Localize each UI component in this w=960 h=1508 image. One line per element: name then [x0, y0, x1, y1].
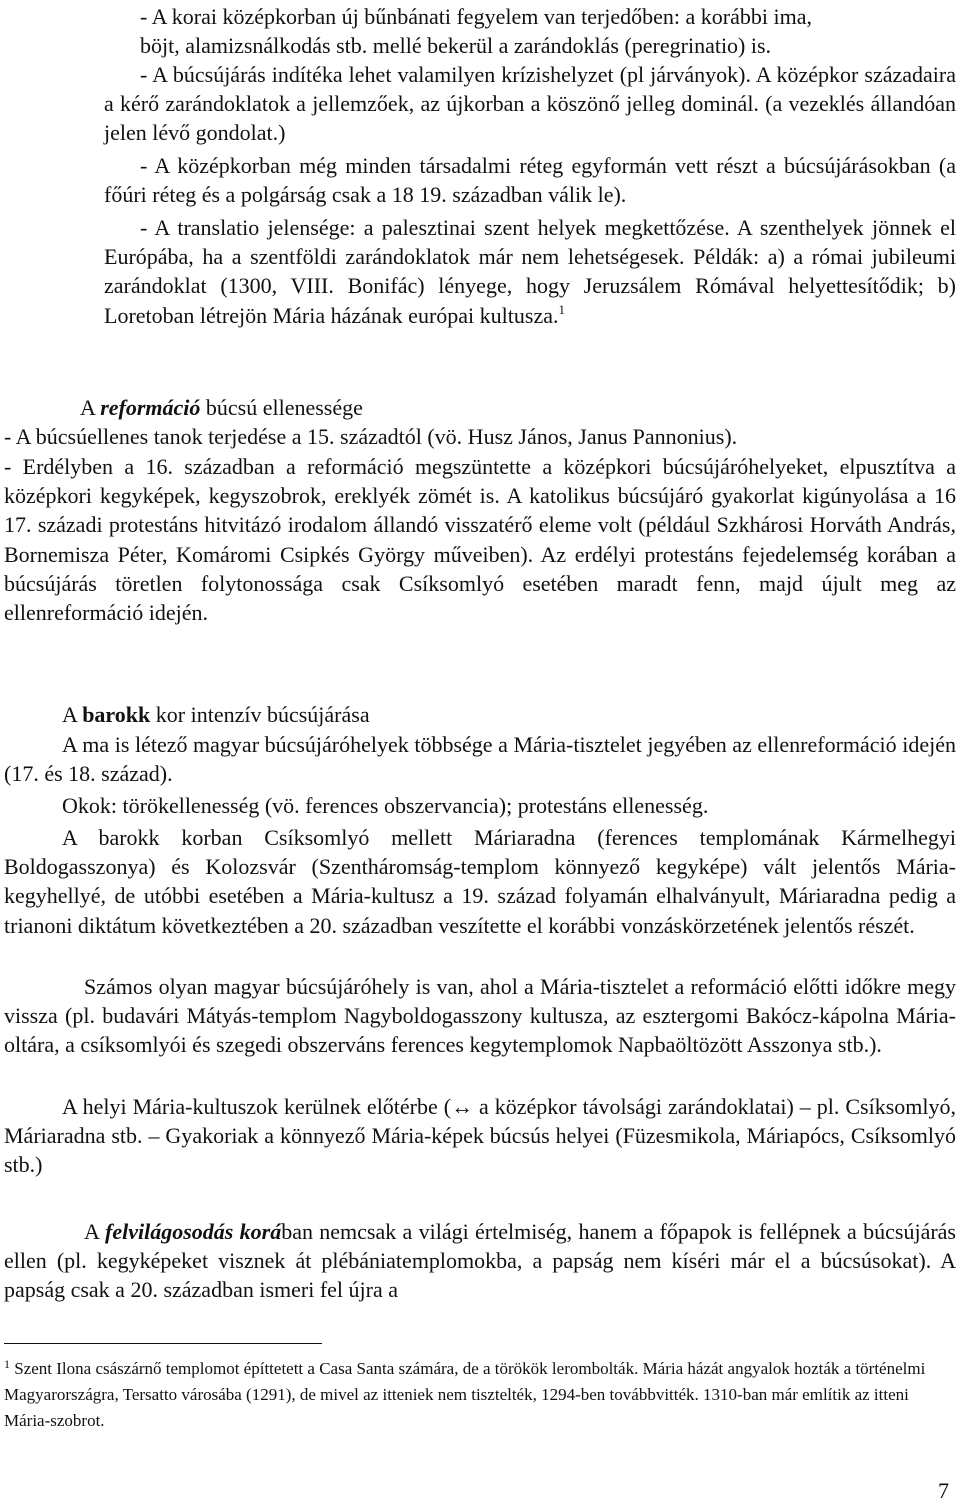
footnote-number: 1	[4, 1357, 10, 1371]
paragraph-crisis: - A búcsújárás indítéka lehet valamilyen krízishelyzet (pl járványok). A középkor századaira a kérő zarándoklatok a jellemzőek, az újkorban a köszönő jelleg dominál. (a vezeklés állandóan jelen lévő gondolat.)	[104, 62, 956, 146]
paragraph-transylvania: - Erdélyben a 16. században a reformáció megszüntette a középkori búcsújáróhelyeket, elpusztítva a középkori kegyképek, kegyszobrok, ereklyék zömét is. A katolikus búcsújáró gyakorlat kigúnyolása a 16 17. századi protestáns hitvitázó irodalom állandó visszatérő eleme volt (például Szkhárosi Horváth András, Bornemisza Péter, Komáromi Csipkés György műveiben). Az erdélyi protestáns fejedelemség korában a búcsújárás töretlen folytonossága csak Csíksomlyó esetében maradt fenn, majd újult meg az ellenreformáció idején.	[4, 454, 956, 626]
heading-emphasis: reformáció	[100, 395, 201, 420]
heading-baroque: A barokk kor intenzív búcsújárása	[62, 702, 370, 727]
paragraph-csiksomlyo: A barokk korban Csíksomlyó mellett Máriaradna (ferences templomának Kármelhegyi Boldogasszonya) és Kolozsvár (Szentháromság-templom könnyező kegyképe) vált jelentős Mária-kegyhellyé, de utóbbi esetében a Mária-kultusz a 19. század folyamán elhalványult, Máriaradna pedig a trianoni diktátum következtében a 20. században veszítette el korábbi vonzáskörzetének jelentős részét.	[4, 825, 956, 938]
text-line: - A búcsúellenes tanok terjedése a 15. századtól (vö. Husz János, Janus Pannonius).	[4, 424, 738, 449]
heading-reformation: A reformáció búcsú ellenessége	[80, 395, 363, 420]
text-line: - A korai középkorban új bűnbánati fegyelem van terjedőben: a korábbi ima,	[140, 4, 812, 29]
paragraph-local: A helyi Mária-kultuszok kerülnek előtérbe (↔ a középkor távolsági zarándoklatai) – pl. Csíksomlyó, Máriaradna stb. – Gyakoriak a könnyező Mária-képek búcsús helyei (Füzesmikola, Máriapócs, Csíksomlyó stb.)	[4, 1094, 956, 1178]
footnote-reference: 1	[558, 301, 565, 317]
footnote	[4, 1356, 954, 1434]
text-line: böjt, alamizsnálkodás stb. mellé bekerül a zarándoklás (peregrinatio) is.	[140, 33, 772, 58]
paragraph-translatio-text: - A translatio jelensége: a palesztinai szent helyek megkettőzése. A szenthelyek jönnek el Európába, ha a szentföldi zarándoklatok már nem lehetségesek. Példák: a) a római jubileumi zarándoklat (1300, VIII. Bonifác) lényege, hogy Jeruzsálem Rómával helyettesítődik; b) Loretoban létrejön Mária házának európai kultusza.	[104, 215, 956, 328]
text-line: Okok: törökellenesség (vö. ferences obszervancia); protestáns ellenesség.	[62, 793, 709, 818]
paragraph-many: Számos olyan magyar búcsújáróhely is van, ahol a Mária-tisztelet a reformáció előtti időkre megy vissza (pl. budavári Mátyás-templom Nagyboldogasszony kultusza, az esztergomi Bakócz-kápolna Mária-oltára, a csíksomlyói és szegedi obszerváns ferences kegytemplomok Napbaöltözött Asszonya stb.).	[4, 974, 956, 1058]
footnote-separator	[4, 1343, 322, 1344]
paragraph-enlightenment: A felvilágosodás korában nemcsak a világi értelmiség, hanem a főpapok is fellépnek a búcsújárás ellen (pl. kegyképeket visznek át plébániatemplomokba, a papság nem kíséri már el a búcsúsokat). A papság csak a 20. században ismeri fel újra a	[4, 1219, 956, 1303]
text-emphasis: felvilágosodás korá	[105, 1219, 282, 1244]
paragraph-society: - A középkorban még minden társadalmi réteg egyformán vett részt a búcsújárásokban (a főúri réteg és a polgárság csak a 18 19. században válik le).	[104, 153, 956, 208]
paragraph-most: A ma is létező magyar búcsújáróhelyek többsége a Mária-tisztelet jegyében az ellenreformáció idején (17. és 18. század).	[4, 732, 956, 787]
heading-emphasis: barokk	[82, 702, 151, 727]
page-number: 7	[938, 1478, 949, 1503]
paragraph-translatio	[104, 213, 956, 330]
footnote-text: Szent Ilona császárnő templomot építtetett a Casa Santa számára, de a törökök lerombolták. Mária házát angyalok hozták a történelmi Magyarországra, Tersatto városába (1291), de mivel az itteniek nem tisztelték, 1294-ben továbbvitték. 1310-ban már említik az itteni Mária-szobrot.	[4, 1359, 926, 1430]
